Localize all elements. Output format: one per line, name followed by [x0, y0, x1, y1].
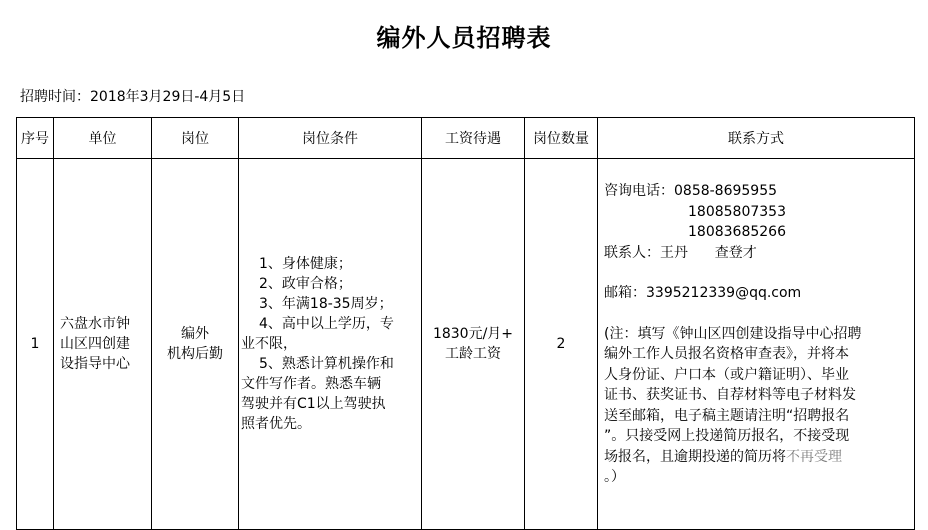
table-row [17, 159, 915, 530]
recruitment-table [16, 117, 915, 530]
cell-quota: 2 [525, 159, 598, 530]
note-line: 人身份证、户口本（或户籍证明）、毕业 [604, 366, 849, 383]
spacer [604, 263, 908, 283]
contact-phone: 咨询电话：0858-8695955 [604, 183, 778, 199]
note-line: 证书、获奖证书、自荐材料等电子材料发 [604, 387, 856, 403]
cell-conditions [239, 159, 422, 530]
note-text: 场报名，且逾期投递的简历将 [604, 448, 786, 465]
note-line: 编外工作人员报名资格审查表》，并将本 [604, 346, 849, 362]
cell-unit [54, 159, 152, 530]
cell-post [152, 159, 239, 530]
condition-line: 驾驶并有C1以上驾驶执 [241, 396, 386, 412]
unit-line: 六盘水市钟 [60, 316, 130, 332]
unit-line: 山区四创建 [60, 336, 130, 352]
post-line: 机构后勤 [167, 346, 223, 362]
header-unit: 单位 [54, 118, 152, 159]
contact-email: 邮箱：3395212339@qq.com [604, 285, 802, 301]
header-conditions: 岗位条件 [239, 118, 422, 159]
post-line: 编外 [181, 326, 209, 342]
header-contact: 联系方式 [598, 118, 915, 159]
note-line: 。） [604, 469, 625, 485]
cell-salary [422, 159, 525, 530]
unit-line: 设指导中心 [60, 356, 130, 372]
spacer [604, 304, 908, 324]
page-title: 编外人员招聘表 [376, 24, 552, 52]
header-row [17, 118, 915, 159]
condition-line: 4、高中以上学历，专 [259, 316, 394, 332]
cell-seq: 1 [17, 159, 54, 530]
condition-line: 照者优先。 [241, 416, 311, 432]
salary-line: 工龄工资 [445, 346, 501, 362]
header-salary: 工资待遇 [422, 118, 525, 159]
note-text-gray: 不再受理 [786, 448, 842, 465]
condition-line: 2、政审合格； [259, 276, 352, 292]
note-line: (注：填写《钟山区四创建设指导中心招聘 [604, 325, 862, 342]
contact-phone-3: 18083685266 [688, 224, 786, 240]
header-seq: 序号 [17, 118, 54, 159]
cell-contact [598, 159, 915, 530]
contact-person: 联系人：王丹 查登才 [604, 244, 757, 261]
contact-phone-2: 18085807353 [688, 203, 786, 220]
recruit-time: 招聘时间：2018年3月29日-4月5日 [20, 89, 246, 105]
condition-line: 5、熟悉计算机操作和 [259, 356, 394, 372]
header-quota: 岗位数量 [525, 118, 598, 159]
note-line [604, 447, 908, 468]
condition-line: 业不限， [241, 336, 297, 352]
condition-line: 3、年满18-35周岁； [259, 296, 393, 312]
salary-line: 1830元/月+ [432, 326, 514, 342]
note-line: ”。只接受网上投递简历报名，不接受现 [604, 428, 850, 444]
condition-line: 1、身体健康； [259, 256, 352, 272]
header-post: 岗位 [152, 118, 239, 159]
condition-line: 文件写作者。熟悉车辆 [241, 376, 381, 392]
note-line: 送至邮箱，电子稿主题请注明“招聘报名 [604, 407, 850, 424]
